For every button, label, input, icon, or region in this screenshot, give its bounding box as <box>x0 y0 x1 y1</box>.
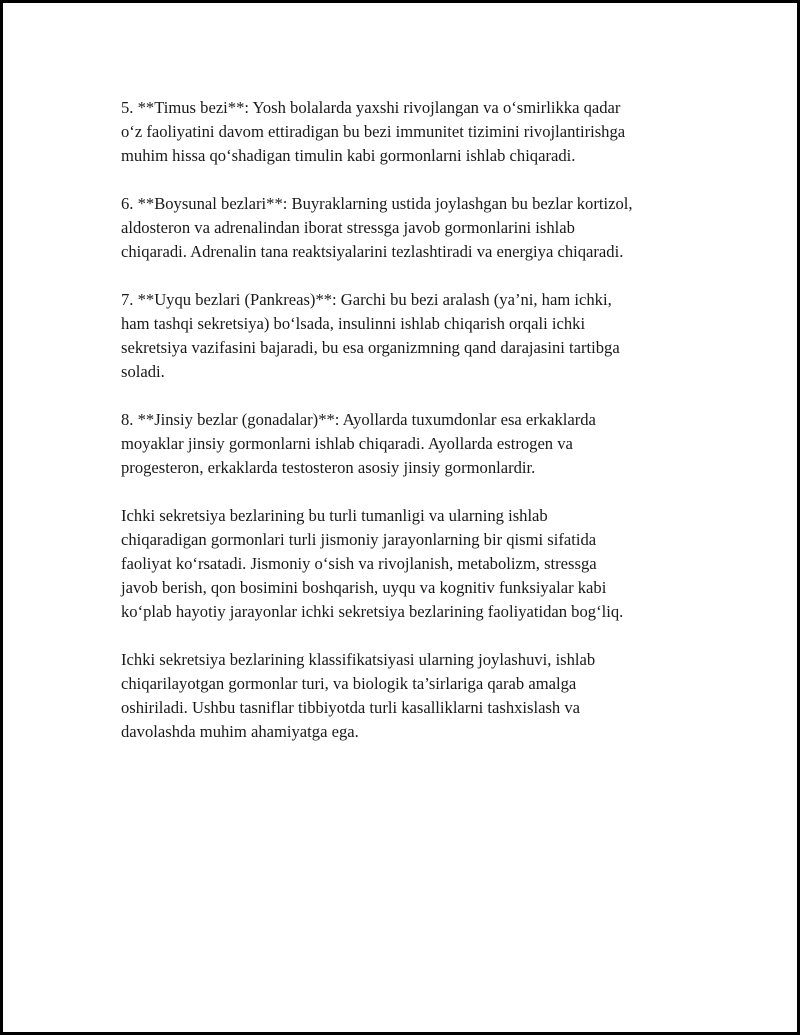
text-line: moyaklar jinsiy gormonlarni ishlab chiqaradi. Ayollarda estrogen va <box>121 434 573 453</box>
text-line: oshiriladi. Ushbu tasniflar tibbiyotda turli kasalliklarni tashxislash va <box>121 698 581 717</box>
text-line: chiqaradigan gormonlari turli jismoniy jarayonlarning bir qismi sifatida <box>121 530 597 549</box>
paragraph-boysunal-bezlari <box>121 192 696 264</box>
text-line: javob berish, qon bosimini boshqarish, uyqu va kognitiv funksiyalar kabi <box>121 578 607 597</box>
text-line: muhim hissa qo‘shadigan timulin kabi gormonlarni ishlab chiqaradi. <box>121 146 576 165</box>
text-line: sekretsiya vazifasini bajaradi, bu esa organizmning qand darajasini tartibga <box>121 338 620 357</box>
text-line: ko‘plab hayotiy jarayonlar ichki sekretsiya bezlarining faoliyatidan bog‘liq. <box>121 602 624 621</box>
paragraph-uyqu-bezlari <box>121 288 696 384</box>
text-line: ham tashqi sekretsiya) bo‘lsada, insulinni ishlab chiqarish orqali ichki <box>121 314 586 333</box>
text-line: chiqaradi. Adrenalin tana reaktsiyalarini tezlashtiradi va energiya chiqaradi. <box>121 242 624 261</box>
paragraph-summary <box>121 504 696 624</box>
text-line: soladi. <box>121 362 165 381</box>
text-line: o‘z faoliyatini davom ettiradigan bu bezi immunitet tizimini rivojlantirishga <box>121 122 626 141</box>
document-body <box>121 96 696 768</box>
text-line: Ichki sekretsiya bezlarining klassifikatsiyasi ularning joylashuvi, ishlab <box>121 650 596 669</box>
text-line: progesteron, erkaklarda testosteron asosiy jinsiy gormonlardir. <box>121 458 536 477</box>
text-line: 8. **Jinsiy bezlar (gonadalar)**: Ayollarda tuxumdonlar esa erkaklarda <box>121 410 596 429</box>
text-line: aldosteron va adrenalindan iborat stressga javob gormonlarini ishlab <box>121 218 575 237</box>
text-line: davolashda muhim ahamiyatga ega. <box>121 722 359 741</box>
paragraph-classification <box>121 648 696 744</box>
paragraph-jinsiy-bezlar <box>121 408 696 480</box>
text-line: Ichki sekretsiya bezlarining bu turli tumanligi va ularning ishlab <box>121 506 548 525</box>
text-line: chiqarilayotgan gormonlar turi, va biologik ta’sirlariga qarab amalga <box>121 674 577 693</box>
text-line: 5. **Timus bezi**: Yosh bolalarda yaxshi rivojlangan va o‘smirlikka qadar <box>121 98 621 117</box>
text-line: faoliyat ko‘rsatadi. Jismoniy o‘sish va rivojlanish, metabolizm, stressga <box>121 554 597 573</box>
paragraph-timus-bezi <box>121 96 696 168</box>
text-line: 7. **Uyqu bezlari (Pankreas)**: Garchi bu bezi aralash (ya’ni, ham ichki, <box>121 290 612 309</box>
text-line: 6. **Boysunal bezlari**: Buyraklarning ustida joylashgan bu bezlar kortizol, <box>121 194 633 213</box>
